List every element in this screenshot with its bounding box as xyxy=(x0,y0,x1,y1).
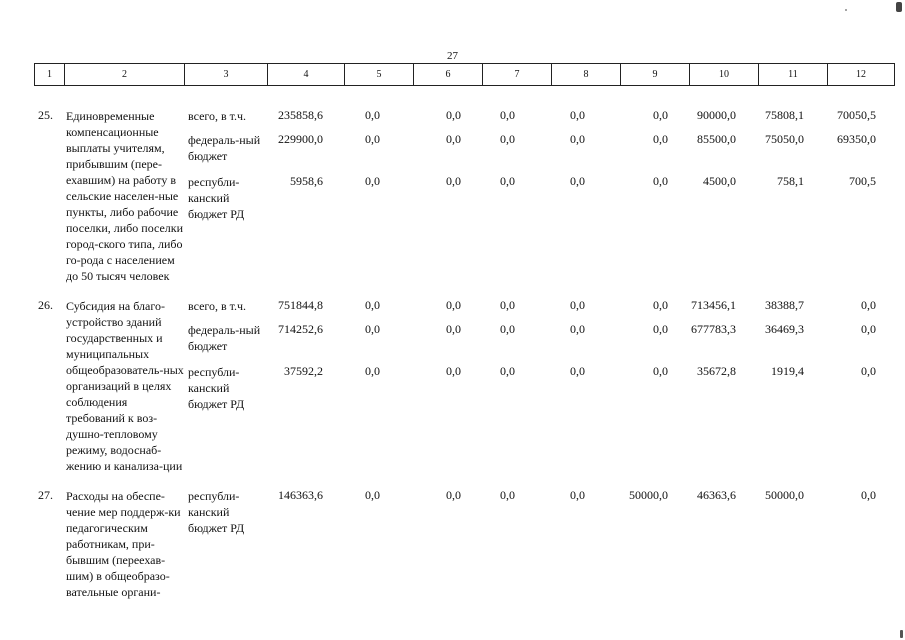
amount-cell: 0,0 xyxy=(570,108,585,122)
amount-cell: 0,0 xyxy=(446,174,461,188)
amount-cell: 0,0 xyxy=(861,364,876,378)
amount-cell: 0,0 xyxy=(365,364,380,378)
amount-cell: 0,0 xyxy=(861,488,876,502)
amount-cell: 235858,6 xyxy=(278,108,323,122)
amount-cell: 0,0 xyxy=(446,364,461,378)
row-number: 27. xyxy=(38,488,53,502)
funding-source-label: всего, в т.ч. xyxy=(188,299,247,313)
amount-cell: 36469,3 xyxy=(765,322,804,336)
amount-cell: 0,0 xyxy=(446,108,461,122)
amount-cell: 146363,6 xyxy=(278,488,323,502)
row-description: Субсидия на благо-устройство зданий государственных и муниципальных общеобразователь-ных организаций в целях соблюдения требований к воз-душно-тепловому режиму, водоснаб-жению и канализа-ции xyxy=(66,299,184,473)
page-number: 27 xyxy=(447,50,458,62)
header-cell: 10 xyxy=(690,64,759,86)
row-description: Расходы на обеспе-чение мер поддерж-ки педагогическим работникам, при-бывшим (переехав-шим) в общеобразо-вательные органи- xyxy=(66,489,181,599)
funding-source-label: федераль-ный бюджет xyxy=(188,133,261,163)
amount-cell: 1919,4 xyxy=(771,364,804,378)
header-cell: 5 xyxy=(345,64,414,86)
row-number: 25. xyxy=(38,108,53,122)
amount-cell: 0,0 xyxy=(570,364,585,378)
amount-cell: 0,0 xyxy=(861,322,876,336)
amount-cell: 0,0 xyxy=(500,298,515,312)
amount-cell: 75808,1 xyxy=(765,108,804,122)
amount-cell: 85500,0 xyxy=(697,132,736,146)
amount-cell: 0,0 xyxy=(500,322,515,336)
amount-cell: 0,0 xyxy=(653,132,668,146)
amount-cell: 0,0 xyxy=(365,174,380,188)
amount-cell: 38388,7 xyxy=(765,298,804,312)
amount-cell: 229900,0 xyxy=(278,132,323,146)
header-cell: 2 xyxy=(65,64,185,86)
amount-cell: 0,0 xyxy=(500,488,515,502)
amount-cell: 0,0 xyxy=(570,174,585,188)
header-cell: 12 xyxy=(828,64,895,86)
amount-cell: 0,0 xyxy=(500,132,515,146)
header-cell: 11 xyxy=(759,64,828,86)
amount-cell: 37592,2 xyxy=(284,364,323,378)
amount-cell: 0,0 xyxy=(653,108,668,122)
amount-cell: 677783,3 xyxy=(691,322,736,336)
amount-cell: 0,0 xyxy=(500,364,515,378)
amount-cell: 70050,5 xyxy=(837,108,876,122)
amount-cell: 0,0 xyxy=(365,488,380,502)
header-cell: 3 xyxy=(185,64,268,86)
amount-cell: 50000,0 xyxy=(765,488,804,502)
amount-cell: 0,0 xyxy=(446,322,461,336)
amount-cell: 0,0 xyxy=(365,132,380,146)
amount-cell: 0,0 xyxy=(570,132,585,146)
amount-cell: 0,0 xyxy=(365,322,380,336)
amount-cell: 5958,6 xyxy=(290,174,323,188)
amount-cell: 0,0 xyxy=(570,488,585,502)
amount-cell: 0,0 xyxy=(653,298,668,312)
scan-speck xyxy=(896,2,902,12)
header-row xyxy=(35,64,895,86)
column-header-table xyxy=(34,63,895,86)
funding-source-label: республи-канский бюджет РД xyxy=(188,489,245,535)
funding-source-label: федераль-ный бюджет xyxy=(188,323,261,353)
amount-cell: 0,0 xyxy=(653,322,668,336)
amount-cell: 46363,6 xyxy=(697,488,736,502)
amount-cell: 751844,8 xyxy=(278,298,323,312)
amount-cell: 0,0 xyxy=(570,322,585,336)
header-cell: 8 xyxy=(552,64,621,86)
row-number: 26. xyxy=(38,298,53,312)
funding-source-label: всего, в т.ч. xyxy=(188,109,247,123)
amount-cell: 0,0 xyxy=(365,298,380,312)
amount-cell: 0,0 xyxy=(570,298,585,312)
amount-cell: 50000,0 xyxy=(629,488,668,502)
amount-cell: 69350,0 xyxy=(837,132,876,146)
amount-cell: 0,0 xyxy=(446,298,461,312)
funding-source-label: республи-канский бюджет РД xyxy=(188,175,245,221)
header-cell: 4 xyxy=(268,64,345,86)
header-cell: 1 xyxy=(35,64,65,86)
amount-cell: 758,1 xyxy=(777,174,804,188)
amount-cell: 714252,6 xyxy=(278,322,323,336)
amount-cell: 0,0 xyxy=(861,298,876,312)
amount-cell: 0,0 xyxy=(653,364,668,378)
amount-cell: 4500,0 xyxy=(703,174,736,188)
amount-cell: 0,0 xyxy=(446,488,461,502)
funding-source-label: республи-канский бюджет РД xyxy=(188,365,245,411)
amount-cell: 75050,0 xyxy=(765,132,804,146)
header-cell: 7 xyxy=(483,64,552,86)
amount-cell: 0,0 xyxy=(653,174,668,188)
amount-cell: 713456,1 xyxy=(691,298,736,312)
amount-cell: 90000,0 xyxy=(697,108,736,122)
amount-cell: 0,0 xyxy=(446,132,461,146)
header-cell: 6 xyxy=(414,64,483,86)
amount-cell: 35672,8 xyxy=(697,364,736,378)
scan-speck xyxy=(900,630,903,638)
amount-cell: 0,0 xyxy=(365,108,380,122)
amount-cell: 0,0 xyxy=(500,174,515,188)
scan-speck xyxy=(845,9,847,11)
row-description: Единовременные компенсационные выплаты учителям, прибывшим (пере-ехавшим) на работу в сельские населен-ные пункты, либо рабочие поселки, либо поселки город-ского типа, либо го-рода с населением до 50 тысяч человек xyxy=(66,109,184,283)
amount-cell: 700,5 xyxy=(849,174,876,188)
amount-cell: 0,0 xyxy=(500,108,515,122)
header-cell: 9 xyxy=(621,64,690,86)
